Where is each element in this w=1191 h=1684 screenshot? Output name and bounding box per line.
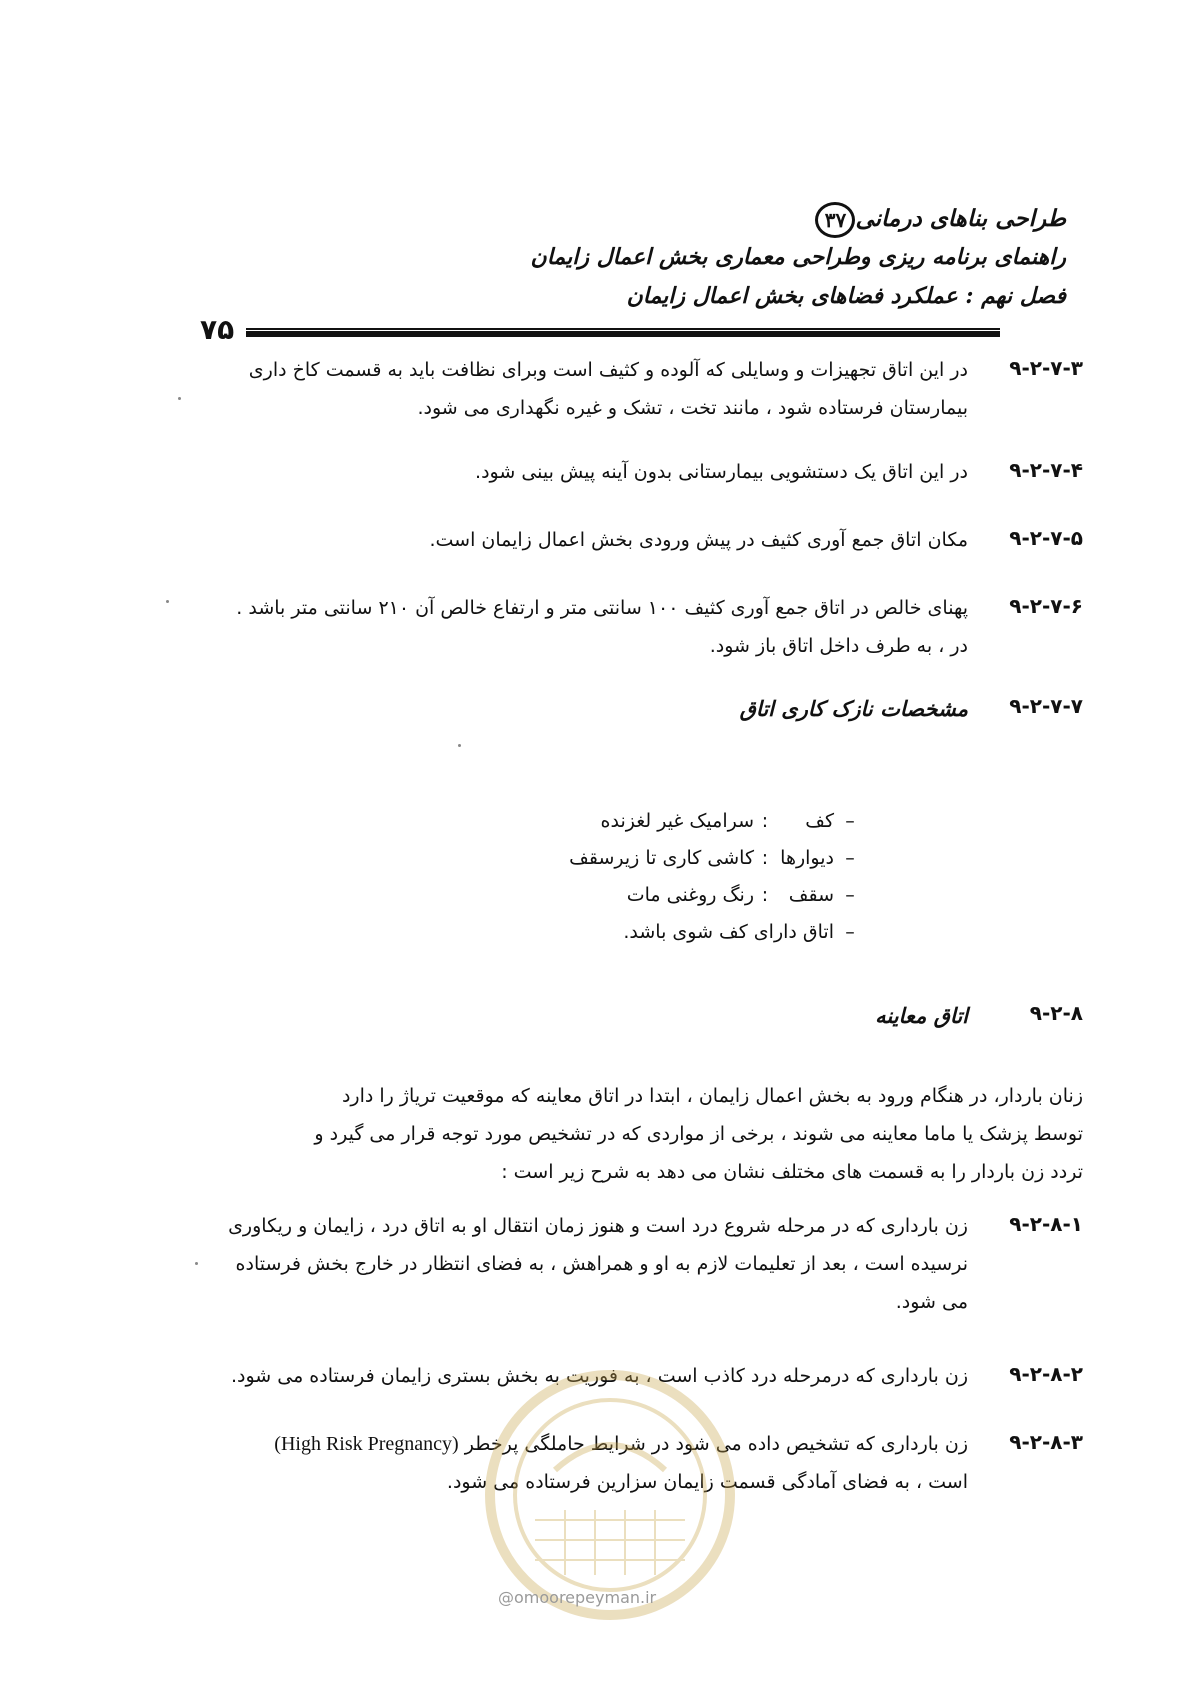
item-text: پهنای خالص در اتاق جمع آوری کثیف ۱۰۰ سانتی متر و ارتفاع خالص آن ۲۱۰ سانتی متر باشد . در ، به طرف داخل اتاق باز شود. [236, 597, 968, 657]
finishes-list [569, 810, 866, 958]
item-number: ۹-۲-۸-۲ [1009, 1362, 1083, 1386]
chapter-label: فصل نهم : [965, 283, 1066, 309]
item-number: ۹-۲-۷-۶ [1009, 594, 1083, 618]
item-number: ۹-۲-۷-۴ [1009, 458, 1083, 482]
item-number: ۹-۲-۷-۷ [1009, 694, 1083, 718]
item-text: مکان اتاق جمع آوری کثیف در پیش ورودی بخش اعمال زایمان است. [429, 529, 968, 551]
item-number: ۹-۲-۷-۵ [1009, 526, 1083, 550]
item-number: ۹-۲-۷-۳ [1009, 356, 1083, 380]
item-text: زن بارداری که در مرحله شروع درد است و هنوز زمان انتقال او به اتاق درد ، زایمان و ریکاوری نرسیده است ، بعد از تعلیمات لازم به او و همراهش ، به فضای انتظار در خارج بخش فرستاده می شود. [228, 1215, 968, 1313]
guide-title: راهنمای برنامه ریزی وطراحی معماری بخش اعمال زایمان [530, 244, 1066, 270]
item-number: ۹-۲-۸-۱ [1009, 1212, 1083, 1236]
item-text: در این اتاق یک دستشویی بیمارستانی بدون آینه پیش بینی شود. [475, 461, 968, 483]
section-heading: اتاق معاینه [875, 1003, 968, 1028]
list-item: – کف : سرامیک غیر لغزنده [600, 810, 855, 832]
section-number: ۹-۲-۸ [1029, 1001, 1083, 1025]
scan-speck [166, 600, 169, 603]
watermark-site: @omoorepeyman.ir [498, 1588, 657, 1607]
latin-term: (High Risk Pregnancy) [274, 1433, 459, 1455]
intro-paragraph: زنان باردار، در هنگام ورود به بخش اعمال زایمان ، ابتدا در اتاق معاینه که موقعیت تریاژ را دارد توسط پزشک یا ماما معاینه می شوند ، برخی از مواردی که در تشخیص مورد توجه قرار می گیرد و تردد زن باردار را به قسمت های مختلف نشان می دهد به شرح زیر است : [314, 1085, 1083, 1183]
series-title: طراحی بناهای درمانی۳۷ [811, 202, 1066, 238]
list-item: – سقف : رنگ روغنی مات [626, 884, 855, 906]
header-rule [246, 328, 1000, 337]
scan-speck [458, 744, 461, 747]
item-number: ۹-۲-۸-۳ [1009, 1430, 1083, 1454]
item-text: زن بارداری که درمرحله درد کاذب است ، به فوریت به بخش بستری زایمان فرستاده می شود. [230, 1365, 968, 1387]
list-item: – دیوارها : کاشی کاری تا زیرسقف [569, 847, 855, 869]
finishes-heading: مشخصات نازک کاری اتاق [739, 696, 968, 721]
page-number: ۷۵ [200, 313, 235, 346]
scan-speck [178, 397, 181, 400]
series-number-badge: ۳۷ [815, 202, 855, 238]
scan-speck [195, 1262, 198, 1265]
item-text: در این اتاق تجهیزات و وسایلی که آلوده و کثیف است وبرای نظافت باید به قسمت کاخ داری بیمارستان فرستاده شود ، مانند تخت ، تشک و غیره نگهداری می شود. [248, 359, 968, 419]
item-text: زن بارداری که تشخیص داده می شود در شرایط حاملگی پرخطر (High Risk Pregnancy) است ، به فضای آمادگی قسمت زایمان سزارین فرستاده می شود. [274, 1433, 968, 1493]
chapter-title: فصل نهم : عملکرد فضاهای بخش اعمال زایمان [626, 283, 1066, 309]
list-item: – اتاق دارای کف شوی باشد. [623, 921, 855, 943]
